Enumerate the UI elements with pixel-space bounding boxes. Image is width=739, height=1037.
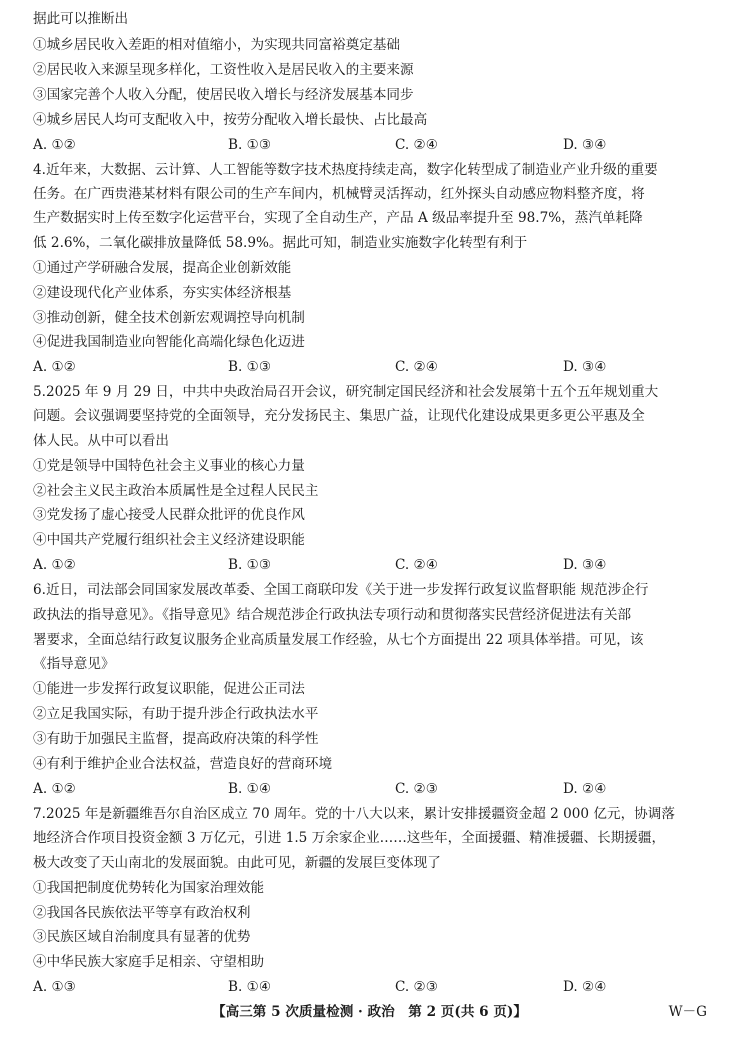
q4-stem-line-4: 低 2.6%，二氧化碳排放量降低 58.9%。据此可知，制造业实施数字化转型有利于: [33, 235, 528, 251]
q4-option-2: ②建设现代化产业体系，夯实实体经济根基: [33, 285, 292, 301]
q7-answer-choices: [33, 977, 723, 997]
choice-b: B. ①③: [228, 137, 272, 153]
choice-c: C. ②④: [395, 557, 438, 573]
choice-a: A. ①②: [33, 781, 76, 797]
q7-option-1: ①我国把制度优势转化为国家治理效能: [33, 880, 265, 896]
question-lead: 据此可以推断出: [33, 11, 129, 27]
q6-option-2: ②立足我国实际，有助于提升涉企行政执法水平: [33, 706, 319, 722]
choice-d: D. ③④: [563, 137, 607, 153]
choice-d: D. ③④: [563, 557, 607, 573]
page-footer: [0, 1000, 739, 1024]
choice-b: B. ①④: [228, 979, 272, 995]
choice-b: B. ①③: [228, 557, 272, 573]
choice-d: D. ②④: [563, 979, 607, 995]
choice-a: A. ①②: [33, 557, 76, 573]
q7-option-2: ②我国各民族依法平等享有政治权利: [33, 905, 251, 921]
q6-stem-line-1: 6.近日，司法部会同国家发展改革委、全国工商联印发《关于进一步发挥行政复议监督职能 规范涉企行: [33, 582, 649, 598]
option-3: ③国家完善个人收入分配，使居民收入增长与经济发展基本同步: [33, 87, 414, 103]
q5-stem-line-1: 5.2025 年 9 月 29 日，中共中央政治局召开会议，研究制定国民经济和社会发展第十五个五年规划重大: [33, 384, 659, 400]
choice-c: C. ②④: [395, 137, 438, 153]
q5-option-2: ②社会主义民主政治本质属性是全过程人民民主: [33, 483, 319, 499]
choice-a: A. ①③: [33, 979, 76, 995]
q5-stem-line-3: 体人民。从中可以看出: [33, 433, 169, 449]
q4-answer-choices: [33, 357, 723, 377]
q5-stem-line-2: 问题。会议强调要坚持党的全面领导，充分发扬民主、集思广益，让现代化建设成果更多更公平惠及全: [33, 408, 645, 424]
q4-option-1: ①通过产学研融合发展，提高企业创新效能: [33, 260, 292, 276]
q6-option-1: ①能进一步发挥行政复议职能，促进公正司法: [33, 681, 305, 697]
choice-c: C. ②③: [395, 781, 438, 797]
q4-option-3: ③推动创新，健全技术创新宏观调控导向机制: [33, 310, 305, 326]
q6-answer-choices: [33, 779, 723, 799]
q4-option-4: ④促进我国制造业向智能化高端化绿色化迈进: [33, 334, 305, 350]
q4-stem-line-1: 4.近年来，大数据、云计算、人工智能等数字技术热度持续走高，数字化转型成了制造业产业升级的重要: [33, 162, 658, 178]
q7-stem-line-3: 极大改变了天山南北的发展面貌。由此可见，新疆的发展巨变体现了: [33, 855, 441, 871]
q7-stem-line-2: 地经济合作项目投资金额 3 万亿元，引进 1.5 万余家企业……这些年，全面援疆、精准援疆、长期援疆，: [33, 830, 666, 846]
answer-choices: [33, 135, 723, 155]
q7-option-3: ③民族区域自治制度具有显著的优势: [33, 929, 251, 945]
choice-d: D. ②④: [563, 781, 607, 797]
q7-option-4: ④中华民族大家庭手足相亲、守望相助: [33, 954, 265, 970]
choice-d: D. ③④: [563, 359, 607, 375]
choice-c: C. ②③: [395, 979, 438, 995]
q5-option-4: ④中国共产党履行组织社会主义经济建设职能: [33, 532, 305, 548]
choice-b: B. ①③: [228, 359, 272, 375]
paper-code: W－G: [668, 1004, 707, 1020]
q4-stem-line-3: 生产数据实时上传至数字化运营平台，实现了全自动生产，产品 A 级品率提升至 98.7%，蒸汽单耗降: [33, 210, 643, 226]
choice-c: C. ②④: [395, 359, 438, 375]
option-4: ④城乡居民人均可支配收入中，按劳分配收入增长最快、占比最高: [33, 112, 428, 128]
choice-a: A. ①②: [33, 359, 76, 375]
q5-option-1: ①党是领导中国特色社会主义事业的核心力量: [33, 458, 305, 474]
q6-stem-line-4: 《指导意见》: [33, 656, 115, 672]
q6-option-3: ③有助于加强民主监督，提高政府决策的科学性: [33, 731, 319, 747]
option-1: ①城乡居民收入差距的相对值缩小，为实现共同富裕奠定基础: [33, 37, 401, 53]
choice-a: A. ①②: [33, 137, 76, 153]
q5-answer-choices: [33, 555, 723, 575]
q5-option-3: ③党发扬了虚心接受人民群众批评的优良作风: [33, 507, 305, 523]
footer-title: 【高三第 5 次质量检测 · 政治 第 2 页(共 6 页)】: [212, 1004, 527, 1020]
q6-stem-line-2: 政执法的指导意见》。《指导意见》结合规范涉企行政执法专项行动和贯彻落实民营经济促进法有关部: [33, 607, 632, 623]
q4-stem-line-2: 任务。在广西贵港某材料有限公司的生产车间内，机械臂灵活挥动，红外探头自动感应物料整齐度，将: [33, 186, 645, 202]
choice-b: B. ①④: [228, 781, 272, 797]
q6-stem-line-3: 署要求，全面总结行政复议服务企业高质量发展工作经验，从七个方面提出 22 项具体举措。可见，该: [33, 632, 644, 648]
q7-stem-line-1: 7.2025 年是新疆维吾尔自治区成立 70 周年。党的十八大以来，累计安排援疆资金超 2 000 亿元，协调落: [33, 806, 675, 822]
q6-option-4: ④有利于维护企业合法权益，营造良好的营商环境: [33, 756, 333, 772]
option-2: ②居民收入来源呈现多样化，工资性收入是居民收入的主要来源: [33, 62, 414, 78]
